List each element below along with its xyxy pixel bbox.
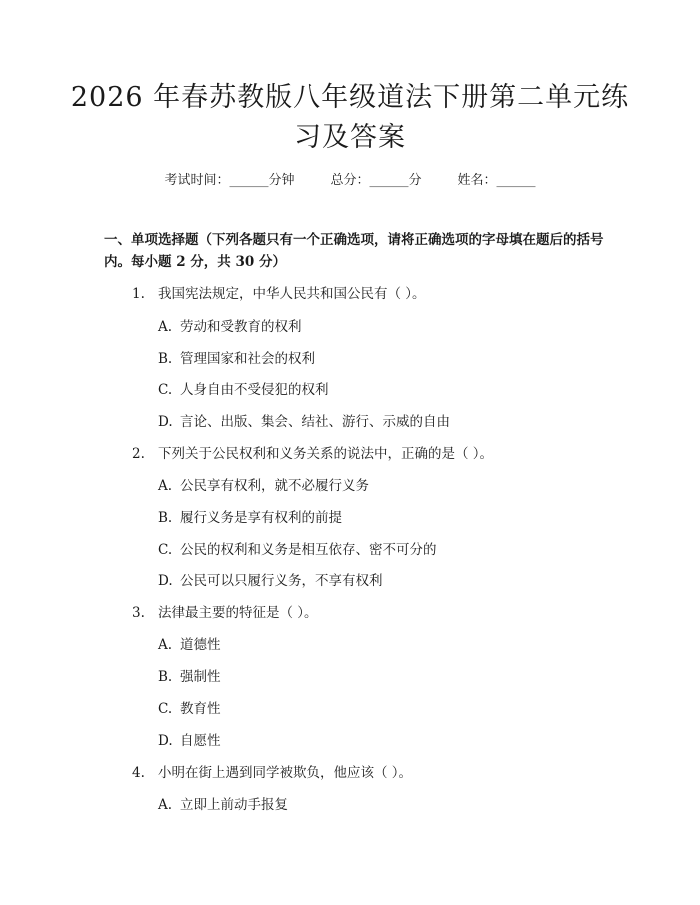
- student-name-field: 姓名：______: [457, 173, 536, 188]
- option-text: 履行义务是享有权利的前提: [180, 510, 342, 526]
- option-letter: D.: [158, 414, 173, 430]
- option-1b: [158, 347, 315, 367]
- question-text: 下列关于公民权利和义务关系的说法中，正确的是（ ）。: [158, 446, 494, 462]
- option-letter: C.: [158, 542, 173, 558]
- option-2a: [158, 474, 369, 494]
- option-text: 强制性: [180, 669, 221, 685]
- option-3b: [158, 665, 221, 685]
- question-text: 法律最主要的特征是（ ）。: [158, 605, 318, 621]
- option-1c: [158, 378, 329, 398]
- question-1: [132, 282, 426, 302]
- question-text: 小明在街上遇到同学被欺负，他应该（ ）。: [158, 765, 413, 781]
- option-text: 公民享有权利，就不必履行义务: [180, 478, 369, 494]
- option-letter: D.: [158, 573, 173, 589]
- section-heading: 一、单项选择题（下列各题只有一个正确选项，请将正确选项的字母填在题后的括号内。每小题 2 分，共 30 分）: [104, 232, 604, 270]
- option-3d: [158, 729, 221, 749]
- option-letter: A.: [158, 637, 173, 653]
- question-number: 2.: [132, 446, 145, 462]
- option-letter: D.: [158, 733, 173, 749]
- exam-time-field: 考试时间：______分钟: [164, 173, 295, 188]
- option-3a: [158, 633, 221, 653]
- question-number: 1.: [132, 286, 145, 302]
- question-2: [132, 442, 493, 462]
- option-text: 管理国家和社会的权利: [180, 351, 315, 367]
- exam-meta-row: [0, 169, 700, 188]
- option-letter: C.: [158, 382, 173, 398]
- option-letter: A.: [158, 797, 173, 813]
- option-text: 人身自由不受侵犯的权利: [180, 382, 329, 398]
- option-text: 自愿性: [180, 733, 221, 749]
- option-text: 道德性: [180, 637, 221, 653]
- option-text: 公民的权利和义务是相互依存、密不可分的: [180, 542, 437, 558]
- question-number: 3.: [132, 605, 145, 621]
- question-text: 我国宪法规定，中华人民共和国公民有（ ）。: [158, 286, 426, 302]
- option-text: 教育性: [180, 701, 221, 717]
- question-4: [132, 761, 412, 781]
- document-title: 2026 年春苏教版八年级道法下册第二单元练习及答案: [70, 82, 630, 153]
- option-1d: [158, 410, 450, 430]
- question-3: [132, 601, 318, 621]
- option-letter: B.: [158, 669, 173, 685]
- option-2c: [158, 538, 437, 558]
- option-letter: B.: [158, 351, 173, 367]
- option-text: 言论、出版、集会、结社、游行、示威的自由: [180, 414, 450, 430]
- option-text: 公民可以只履行义务，不享有权利: [180, 573, 383, 589]
- total-score-field: 总分：______分: [330, 173, 422, 188]
- option-4a: [158, 793, 288, 813]
- option-letter: C.: [158, 701, 173, 717]
- option-1a: [158, 315, 302, 335]
- option-text: 劳动和受教育的权利: [180, 319, 302, 335]
- option-3c: [158, 697, 221, 717]
- option-text: 立即上前动手报复: [180, 797, 288, 813]
- option-letter: B.: [158, 510, 173, 526]
- option-letter: A.: [158, 478, 173, 494]
- option-2d: [158, 569, 383, 589]
- option-letter: A.: [158, 319, 173, 335]
- question-number: 4.: [132, 765, 145, 781]
- option-2b: [158, 506, 342, 526]
